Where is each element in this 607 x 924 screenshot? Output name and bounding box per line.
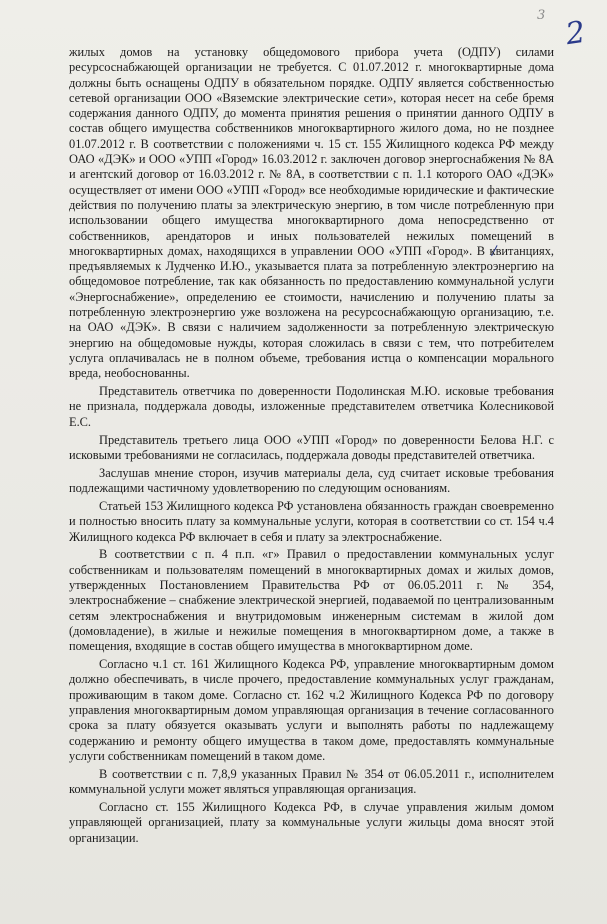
paragraph-court-opinion: Заслушав мнение сторон, изучив материалы дела, суд считает исковые требования подлежащими частичному удовлетворению по следующим основаниям. — [69, 465, 554, 496]
document-body — [69, 45, 554, 848]
paragraph-article-155: Согласно ст. 155 Жилищного Кодекса РФ, в случае управления жилым домом управляющей организацией, плату за коммунальные услуги жильцы дома вносят этой организации. — [69, 800, 554, 845]
paragraph-rules-789: В соответствии с п. 7,8,9 указанных Правил № 354 от 06.05.2011 г., исполнителем коммунальной услуги может являться управляющая организация. — [69, 766, 554, 797]
paragraph-defendant-representative: Представитель ответчика по доверенности Подолинская М.Ю. исковые требования не признала, поддержала доводы, изложенные представителем ответчика Колесниковой Е.С. — [69, 384, 554, 429]
printed-page-number: 3 — [537, 8, 546, 23]
paragraph-article-153: Статьей 153 Жилищного кодекса РФ установлена обязанность граждан своевременно и полностью вносить плату за коммунальные услуги, которая в соответствии со ст. 154 ч.4 Жилищного кодекса РФ включает в себя и плату за электроснабжение. — [69, 498, 554, 544]
paragraph-third-party: Представитель третьего лица ООО «УПП «Город» по доверенности Белова Н.Г. с исковыми требованиями не согласилась, поддержала доводы представителей ответчика. — [69, 432, 554, 462]
paragraph-rules-354: В соответствии с п. 4 п.п. «г» Правил о предоставлении коммунальных услуг собственникам и пользователям помещений в многоквартирных домах и жилых домов, утвержденных Постановлением Правительства РФ от 06.05.2011 г. № 354, электроснабжение – снабжение электрической энергией, подаваемой по централизованным сетям электроснабжения и внутридомовым инженерным системам в жилой дом (домовладение), в жилые и нежилые помещения в многоквартирном доме, а также в помещения, входящие в состав общего имущества в многоквартирном доме. — [69, 547, 554, 654]
paragraph-continuation: жилых домов на установку общедомового прибора учета (ОДПУ) силами ресурсоснабжающей организации не требуется. С 01.07.2012 г. многоквартирные дома должны быть оснащены ОДПУ в обязательном порядке. ОДПУ является собственностью сетевой организации ООО «Вяземские электрические сети», которая несет на себе бремя содержания данного ОДПУ, до момента принятия решения о принятии данного ОДПУ в состав общего имущества собственников многоквартирного жилого дома, но не позднее 01.07.2012 г. В соответствии с положениями ч. 15 ст. 155 Жилищного кодекса РФ между ОАО «ДЭК» и ООО «УПП «Город» 16.03.2012 г. заключен договор энергоснабжения № 8А и агентский договор от 16.03.2012 г. № 8А, в соответствии с п. 1.1 которого ОАО «ДЭК» осуществляет от имени ООО «УПП «Город» все необходимые юридические и фактические действия по получению платы за электрическую энергию, в том числе потребленную при использовании общего имущества многоквартирного дома непосредственно от собственников, арендаторов и иных пользователей нежилых помещений в многоквартирных домах, находящихся в управлении ООО «УПП «Город». В квитанциях, предъявляемых к Лудченко И.Ю., указывается плата за потребленную электроэнергию на общедомовое потребление, так как обязанность по предоставлению коммунальной услуги «Энергоснабжение», определению ее стоимости, начислению и получению платы за потребленную электроэнергию уже возложена на ресурсоснабжающую организацию, т.е. на ОАО «ДЭК». В связи с наличием задолженности за потребленную электрическую энергию на общедомовые нужды, которая сложилась в связи с тем, что потребителем услуга оплачивалась не в полном объеме, требования истца о компенсации морального вреда, необоснованны. — [69, 45, 554, 381]
handwritten-page-number: 2 — [563, 14, 588, 53]
paragraph-article-161: Согласно ч.1 ст. 161 Жилищного Кодекса РФ, управление многоквартирным домом должно обеспечивать, в числе прочего, предоставление коммунальных услуг гражданам, проживающим в таком доме. Согласно ст. 162 ч.2 Жилищного Кодекса РФ по договору управления многоквартирным домом управляющая организация в течение согласованного срока за плату обязуется оказывать услуги и выполнять работы по надлежащему содержанию и ремонту общего имущества в таком доме, предоставлять коммунальные услуги собственникам помещений в таком доме. — [69, 657, 554, 763]
